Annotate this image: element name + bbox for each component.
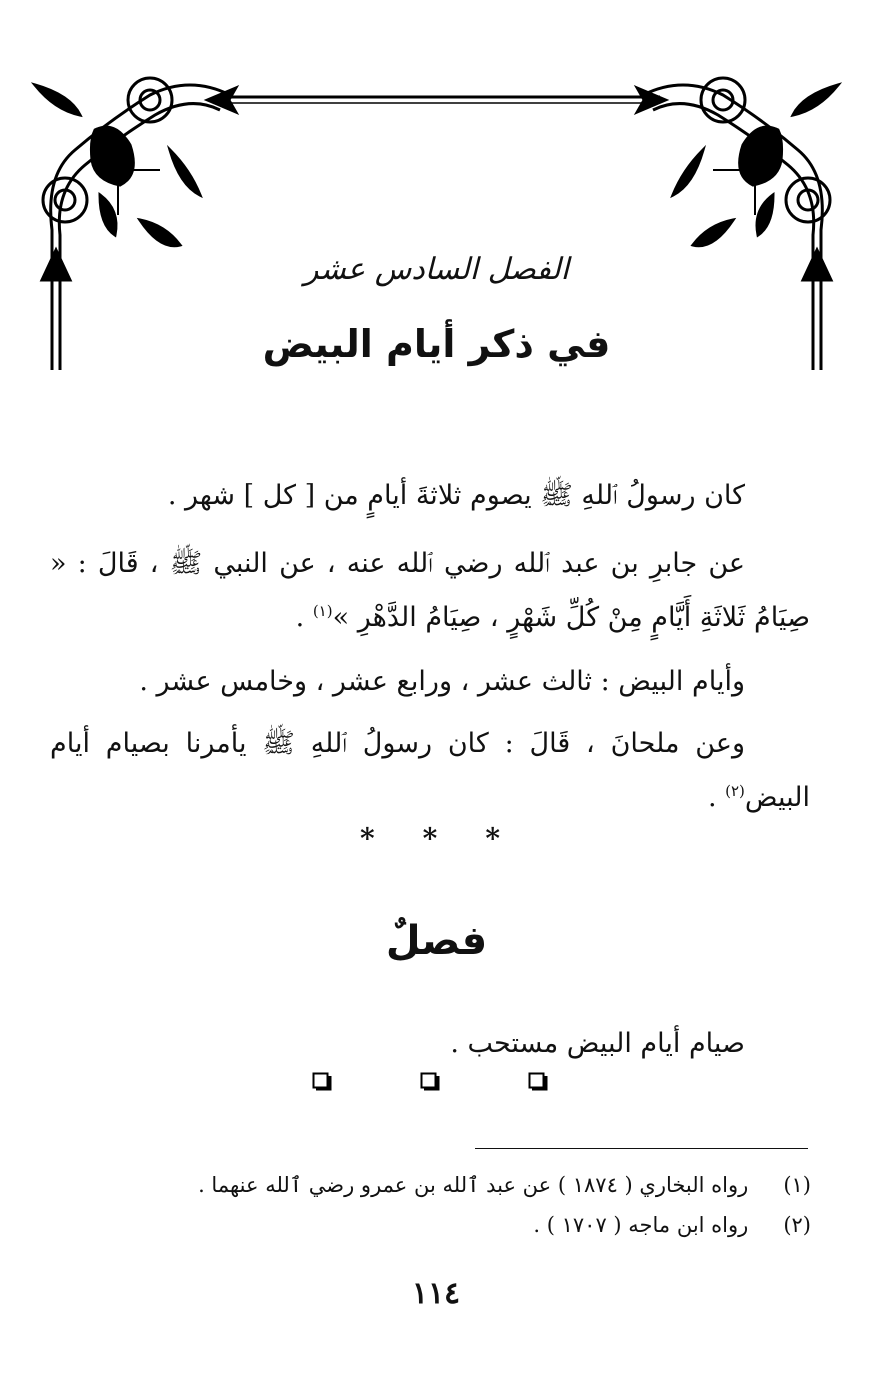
section-title: فصلٌ [385,918,488,964]
top-bar [205,86,668,114]
footnote-number: (٢) [783,1213,811,1237]
paragraph-2-text: عن جابرِ بن عبد ٱلله رضي ٱلله عنه ، عن النبي ﷺ ، قَالَ : « صِيَامُ ثَلاثَةِ أَيَّامٍ مِنْ كُلِّ شَهْرٍ ، صِيَامُ الدَّهْرِ » [50,548,810,633]
box-icon [312,1072,332,1092]
footnote-1 [198,1168,811,1202]
star-separator [360,822,500,855]
separator-star: * [422,822,438,855]
page-number: ١١٤ [411,1276,461,1311]
footnote-divider [475,1148,808,1149]
paragraph-4 [50,717,810,825]
chapter-title: في ذكر أيام البيض [262,322,611,366]
footnote-2 [533,1208,811,1242]
box-separator [312,1072,548,1092]
separator-star: * [360,822,375,855]
footnote-text: رواه البخاري ( ١٨٧٤ ) عن عبد ٱلله بن عمرو رضي ٱلله عنهما . [198,1173,749,1197]
box-icon [528,1072,548,1092]
box-icon [420,1072,440,1092]
footnote-text: رواه ابن ماجه ( ١٧٠٧ ) . [533,1213,749,1237]
paragraph-2-end: . [295,602,313,633]
paragraph-4-text: وعن ملحانَ ، قَالَ : كان رسولُ ٱللهِ ﷺ يأمرنا بصيام أيام البيض [50,728,810,813]
paragraph-4-end: . [707,782,726,813]
section-paragraph: صيام أيام البيض مستحب . [450,1028,745,1059]
paragraph-1: كان رسولُ ٱللهِ ﷺ يصوم ثلاثةَ أيامٍ من [ كل ] شهر . [167,480,745,511]
paragraph-3: وأيام البيض : ثالث عشر ، ورابع عشر ، وخامس عشر . [139,666,745,697]
footnote-ref-2: (٢) [725,782,745,800]
footnote-ref-1: (١) [312,602,333,620]
paragraph-2 [50,537,810,645]
footnote-number: (١) [783,1173,811,1197]
separator-star: * [485,822,500,855]
chapter-label: الفصل السادس عشر [303,252,570,287]
